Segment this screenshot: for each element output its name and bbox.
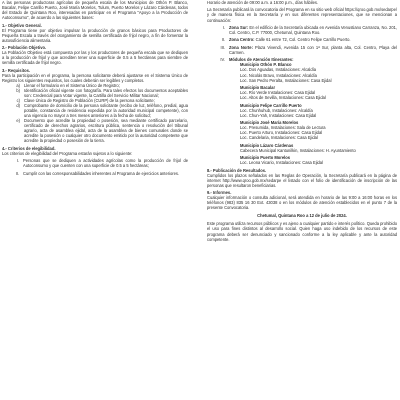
- list-item: Loc. Nicolás Bravo, Instalaciones: Alcaldía: [240, 72, 317, 78]
- zone-name: Zona Sur:: [229, 24, 249, 30]
- list-marker: e): [16, 118, 20, 124]
- office-hours-text: Horario de atención de 09:00 a.m. a 16:00 p.m., días hábiles.: [207, 0, 319, 5]
- section-9-heading: 9.- Informes.: [207, 190, 232, 196]
- list-marker: IV.: [220, 57, 225, 63]
- section-8-text: Cumplidos los plazos señalados en las Reglas de Operación, la Secretaría publicará en la página de internet http://www.qroo.gob.mx/sedarpe el listado con el folio de identificación de inscripción de las personas que resultaron beneficiarias.: [207, 172, 397, 188]
- publication-text: La Secretaría publicará la convocatoria del Programa en su sitio web oficial https://qroo.gob.mx/sedarpe/ y de manera física en la Secretaría y en sus diferentes representaciones, que se mencionan a continuación:: [207, 7, 397, 23]
- list-item-text: Clave Única de Registro de Población (CURP) de la persona solicitante;: [24, 98, 155, 104]
- intro-paragraph: A las personas productoras agrícolas de pequeña escala de los Municipios de Othón P. Blanco, Bacalar, Felipe Carrillo Puerto, José María Morelos, Tulum, Puerto Morelos y Lázaro Cárdenas, todos del Estado de Quintana Roo, interesadas en participar en el Programa "Apoyo a la Producción de Autoconsumo", de acuerdo a las siguientes bases:: [2, 0, 188, 21]
- list-marker: d): [16, 103, 20, 109]
- right-column: [207, 0, 397, 242]
- legal-notice: Este programa utiliza recursos públicos y es ajeno a cualquier partido e interés político. Queda prohibido el uso para fines distintos al desarrollo social. Quien haga uso indebido de los recursos de este programa deberá ser denunciado y sancionado conforme a la ley aplicable y ante la autoridad competente.: [207, 221, 397, 242]
- list-marker: II.: [221, 37, 225, 43]
- list-marker: II.: [15, 170, 19, 176]
- list-item-text: Llenar el formulario en el Sistema Único de Registro;: [24, 82, 120, 88]
- list-item: Loc. Chun-Yah, Instalaciones: Casa Ejidal: [240, 112, 317, 118]
- list-item: Loc. Río Verde Instalaciones: Casa Ejidal: [240, 90, 316, 96]
- list-item: Cabecera Municipal Kantunilkin, Instalaciones: H. Ayuntamiento: [240, 147, 356, 153]
- municipio-heading: Municipio Puerto Morelos: [240, 155, 291, 161]
- list-item-text: Comprobante de domicilio de la persona solicitante (recibo de luz, teléfono, predial, agua potable, constancia de residencia expedida por la autoridad municipal competente), con una vigencia no mayor a tres meses anteriores a la fecha de solicitud;: [24, 103, 188, 119]
- list-item: Loc. Candelaria, Instalaciones: Casa Ejidal: [240, 135, 318, 141]
- section-8-heading: 8.- Publicación de Resultados.: [207, 167, 267, 173]
- municipio-heading: Municipio Lázaro Cárdenas: [240, 142, 294, 148]
- section-4-heading: 4.- Criterios de elegibilidad.: [2, 145, 56, 151]
- list-item: [207, 37, 397, 42]
- municipios-list: [207, 62, 397, 165]
- list-item: Loc. Leona Vicario, Instalaciones: Casa Ejidal: [240, 160, 323, 166]
- list-item: Loc. Dos Aguadas, Instalaciones: Alcaldía: [240, 67, 317, 73]
- zone-name: Módulos de Atención Itinerantes:: [229, 57, 294, 63]
- section-9-text: Cualquier información o consulta adicional, será atendida en horario de las 9:00 a 16:00 horas en los teléfonos (983) 835 16 30 Ext. 43038 o en los módulos de atención establecidos en el punto 7 de la presente Convocatoria.: [207, 195, 397, 211]
- list-item: [207, 25, 397, 35]
- list-item: Loc. Presumida, Instalaciones: Sala de Lectura: [240, 125, 326, 131]
- requirements-list: [2, 83, 188, 144]
- list-item: [207, 57, 397, 62]
- list-item-text: Documento que acredite la propiedad o posesión, sea mediante certificado parcelario, certificado de derechos agrarios, escritura pública, sentencia o resolución del tribunal agrario, acta de asamblea ejidal, acta de la asamblea de bienes comunales donde se acredite la posesión o cualquier otro documento emitido por la autoridad competente que acredite la propiedad o posesión de la tierra.: [24, 118, 188, 144]
- list-item: [2, 103, 188, 118]
- eligibility-list: [2, 158, 188, 176]
- list-item-text: Personas que se dediquen a actividades agrícolas como la producción de frijol de Autoconsumo y que cuenten con una superficie de 0.5 a 5 hectáreas;: [23, 158, 188, 169]
- section-4-text: Los criterios de elegibilidad del Programa estarán sujetos a lo siguiente:: [2, 150, 133, 156]
- zone-name: Zona Centro:: [229, 37, 255, 43]
- issue-date: Chetumal, Quintana Roo a 12 de julio de 2024.: [257, 213, 347, 219]
- list-marker: I.: [222, 24, 225, 30]
- zone-address: Plaza Vivendi, Avenida 15 con 1ª Sur, planta alta, Col. Centro, Playa del Carmen.: [229, 44, 397, 55]
- list-item: Loc. San Pedro Peralta, Instalaciones: Casa Ejidal: [240, 77, 332, 83]
- municipio-heading: Municipio Bacalar: [240, 85, 276, 90]
- zone-address: En el edificio de la Secretaría ubicada en Avenida Venustiano Carranza, No. 201, Col. Centro, C.P. 77000, Chetumal, Quintana Roo.: [229, 24, 398, 36]
- zone-name: Zona Norte:: [229, 44, 253, 50]
- municipio-heading: Municipio Felipe Carrillo Puerto: [240, 102, 302, 108]
- section-2-text: La Población Objetivo está compuesta por las y los productores de pequeña escala que se dediquen a la producción de frijol y que acrediten tener una superficie de 0.5 a 5 hectáreas para siembre de semilla certificada de frijol negro.: [2, 50, 188, 66]
- municipio-heading: Municipio José María Morelos: [240, 120, 299, 126]
- left-column: [2, 0, 188, 176]
- list-item: [2, 158, 188, 168]
- section-1-heading: 1.- Objetivo General.: [2, 22, 42, 28]
- list-item: [207, 45, 397, 55]
- list-item: Loc. Puerto Arturo, Instalaciones: Casa Ejidal: [240, 130, 323, 136]
- list-marker: b): [16, 87, 20, 93]
- list-item-text: Identificación oficial vigente con fotografía. Para tales efectos los documentos aceptables son: Credencial para Votar vigente, la Cartilla del Servicio Militar Nacional;: [24, 87, 188, 98]
- section-1-text: El Programa tiene por objetivo impulsar la producción de granos básicos para Productores de Pequeña Escala a través del otorgamiento de semilla certificada de frijol negro, a fin de fomentar la autosuficiencia alimentaria.: [2, 27, 188, 43]
- section-3-heading: 3.- Requisitos.: [2, 67, 30, 73]
- list-item-text: Cumplir con las corresponsabilidades inherentes al Programa de ejercicios anteriores.: [23, 170, 180, 176]
- list-item: [2, 171, 188, 176]
- municipio-heading: Municipio Othón P. Blanco: [240, 62, 292, 68]
- list-marker: a): [16, 82, 20, 88]
- list-item: [2, 118, 188, 143]
- list-marker: I.: [16, 158, 19, 164]
- list-item: Loc. Altos de Sevilla, Instalaciones: Casa Ejidal: [240, 95, 326, 101]
- list-marker: c): [16, 98, 20, 104]
- zone-address: Calle 61 entre 72, Col. Centro Felipe Carrillo Puerto.: [255, 37, 351, 43]
- list-item: Loc. Chunhuhub, Instalaciones: Alcaldía: [240, 107, 313, 113]
- section-2-heading: 2.- Población Objetivo.: [2, 45, 47, 51]
- list-marker: III.: [220, 44, 225, 50]
- section-3-text: Para la participación en el programa, la persona solicitante deberá ajustarse en el Sistema Único de Registro los siguientes requisitos, los cuales deberán ser legibles y completos.: [2, 72, 188, 83]
- list-item: [2, 88, 188, 98]
- zones-list: [207, 25, 397, 62]
